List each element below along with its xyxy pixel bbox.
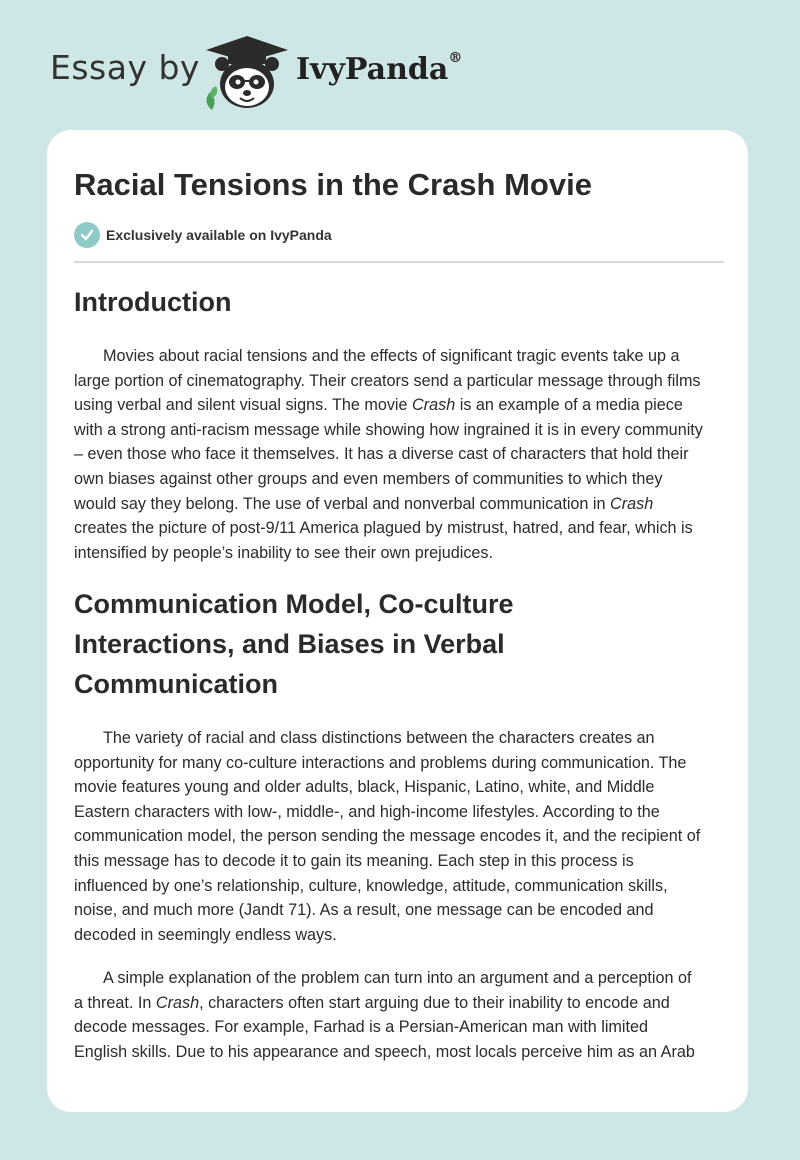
section-heading-introduction: Introduction [74,287,232,317]
paragraph-communication-1: The variety of racial and class distinctions between the characters creates an opportunity for many co-culture interactions and problems during communication. The movie features young and older adults, black, Hispanic, Latino, white, and Middle Eastern characters with low-, middle-, and high-income lifestyles. According to the communication model, the person sending the message encodes it, and the recipient of this message has to decode it to gain its meaning. Each step in this process is influenced by one’s relationship, culture, knowledge, attitude, communication skills, noise, and much more (Jandt 71). As a result, one message can be encoded and decoded in seemingly endless ways. [74,729,701,944]
brand-name[interactable]: IvyPanda® [296,50,463,87]
paragraph-communication-2: A simple explanation of the problem can turn into an argument and a perception of a threat. In Crash, characters often start arguing due to their inability to encode and decode messages. For example, Farhad is a Persian-American man with limited English skills. Due to his appearance and speech, most locals perceive him as an Arab [74,969,695,1061]
essay-by-label: Essay by [50,48,200,87]
divider [74,261,724,263]
paragraph-intro: Movies about racial tensions and the effects of significant tragic events take up a large portion of cinematography. Their creators send a particular message through films using verbal and silent visual signs. The movie Crash is an example of a media piece with a strong anti-racism message while showing how ingrained it is in every community – even those who face it themselves. It has a diverse cast of characters that hold their own biases against other groups and even members of communities to which they would say they belong. The use of verbal and nonverbal communication in Crash creates the picture of post-9/11 America plagued by mistrust, hatred, and fear, which is intensified by people’s inability to see their own prejudices. [74,347,703,562]
check-icon [74,222,100,248]
page-title: Racial Tensions in the Crash Movie [74,167,592,202]
section-heading-communication-model: Communication Model, Co-culture Interactions, and Biases in Verbal Communication [74,589,514,699]
essay-card [47,130,748,1112]
exclusive-badge [74,222,332,248]
site-header [50,30,750,120]
exclusive-badge-text: Exclusively available on IvyPanda [106,227,332,243]
panda-graduate-icon[interactable] [200,32,295,112]
